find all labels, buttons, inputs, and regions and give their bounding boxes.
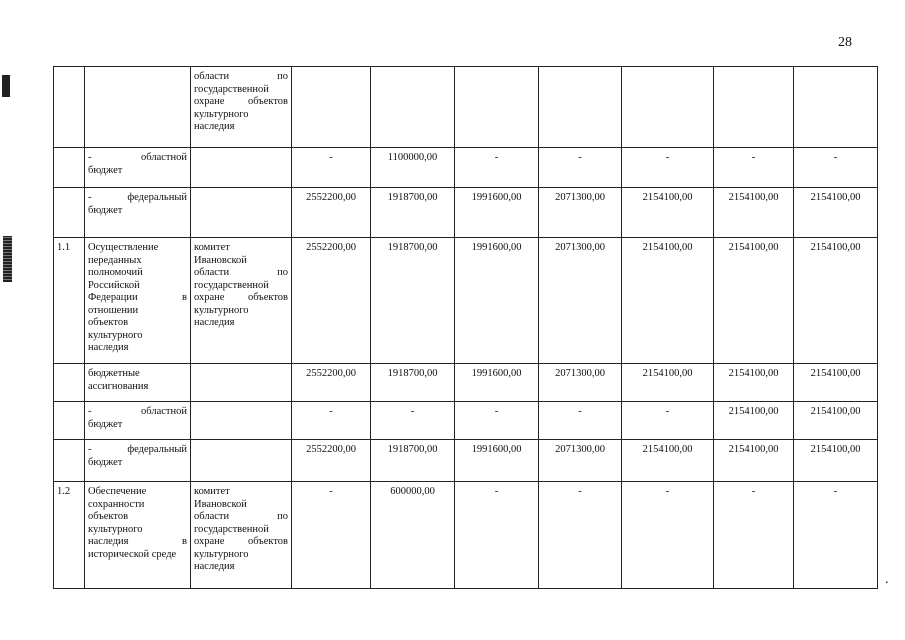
amount-cell: 1991600,00 [455,188,539,238]
amount-cell: 2154100,00 [714,188,794,238]
amount-cell: - [539,402,622,440]
executor-line: области по [194,511,288,522]
amount-cell: 1991600,00 [455,364,539,402]
table-row [54,188,892,238]
amount-cell: - [622,482,714,589]
amount-cell [371,67,455,148]
table-row [54,238,892,364]
amount-cell: - [539,482,622,589]
measure-name-line: бюджет [88,456,123,468]
amount-cell: 2154100,00 [622,364,714,402]
executor-line: наследия [194,561,235,572]
executor-line: культурного [194,304,249,316]
amount-cell: 1918700,00 [371,364,455,402]
amount-cell [714,67,794,148]
measure-name-line: Федерации в [88,292,187,303]
amount-cell: 2071300,00 [539,364,622,402]
amount-cell [539,67,622,148]
measure-name-line: Обеспечение [88,486,147,497]
executor-line: охране объектов [194,536,288,547]
row-number-cell [54,188,85,238]
budget-table [53,66,892,589]
table-row [54,148,892,188]
amount-cell: 2154100,00 [794,238,878,364]
amount-cell: - [455,482,539,589]
amount-cell: 2071300,00 [539,238,622,364]
measure-name-cell [85,148,191,188]
measure-name-line: культурного [88,523,143,535]
executor-cell [191,440,292,482]
amount-cell: 2552200,00 [292,440,371,482]
amount-cell: - [292,148,371,188]
executor-cell [191,402,292,440]
measure-name-cell [85,482,191,589]
amount-cell: 1918700,00 [371,188,455,238]
measure-name-line: ассигнования [88,380,149,392]
measure-name-cell [85,238,191,364]
amount-cell: 2154100,00 [714,364,794,402]
measure-name-line: - областной [88,152,187,163]
executor-line: наследия [194,121,235,132]
amount-cell: - [714,482,794,589]
executor-cell [191,238,292,364]
executor-line: комитет [194,486,230,497]
amount-cell: 2154100,00 [794,188,878,238]
executor-cell [191,188,292,238]
row-number-cell [54,402,85,440]
executor-cell [191,148,292,188]
amount-cell: - [794,482,878,589]
amount-cell: - [714,148,794,188]
amount-cell: - [455,402,539,440]
measure-name-line: культурного [88,329,143,341]
amount-cell: 2154100,00 [714,238,794,364]
measure-name-line: полномочий [88,267,143,278]
amount-cell: 2154100,00 [794,440,878,482]
row-number-cell [54,364,85,402]
trailing-mark: . [885,572,889,587]
measure-name-line: бюджет [88,418,123,430]
amount-cell: - [794,148,878,188]
measure-name-line: бюджет [88,164,123,176]
measure-name-line: наследия [88,342,129,353]
executor-cell [191,482,292,589]
scan-artifact [2,75,10,97]
row-number-cell: 1.1 [54,238,85,364]
executor-line: области по [194,71,288,82]
executor-line: Ивановской [194,498,247,510]
executor-line: государственной [194,83,269,95]
measure-name-line: Осуществление [88,242,159,253]
measure-name-line: сохранности [88,498,145,510]
executor-cell [191,67,292,148]
trailing-mark [878,364,892,402]
amount-cell: 2154100,00 [622,238,714,364]
measure-name-line: - областной [88,406,187,417]
measure-name-line: - федеральный [88,192,187,203]
amount-cell: 2154100,00 [794,402,878,440]
table-row [54,364,892,402]
row-number-cell [54,148,85,188]
executor-line: Ивановской [194,254,247,266]
measure-name-line: объектов [88,317,129,328]
measure-name-cell [85,67,191,148]
amount-cell: 2552200,00 [292,364,371,402]
amount-cell: 1918700,00 [371,238,455,364]
row-number-cell [54,67,85,148]
amount-cell [292,67,371,148]
measure-name-line: отношении [88,304,139,316]
amount-cell: - [292,482,371,589]
measure-name-line: переданных [88,254,142,266]
executor-line: наследия [194,317,235,328]
executor-line: культурного [194,548,249,560]
trailing-mark [878,148,892,188]
row-number-cell: 1.2 [54,482,85,589]
executor-line: комитет [194,242,230,253]
measure-name-line: объектов [88,511,129,522]
executor-line: охране объектов [194,96,288,107]
scan-artifact [3,236,12,282]
amount-cell: 1100000,00 [371,148,455,188]
amount-cell: 2154100,00 [714,402,794,440]
measure-name-line: бюджет [88,204,123,216]
table-row [54,482,892,589]
amount-cell: 2552200,00 [292,238,371,364]
amount-cell: - [622,402,714,440]
executor-line: государственной [194,523,269,535]
amount-cell: 2071300,00 [539,188,622,238]
amount-cell: - [371,402,455,440]
amount-cell: 1991600,00 [455,238,539,364]
trailing-mark [878,67,892,148]
amount-cell: - [539,148,622,188]
measure-name-cell [85,364,191,402]
amount-cell: 600000,00 [371,482,455,589]
trailing-mark [878,402,892,440]
trailing-mark [878,238,892,364]
executor-cell [191,364,292,402]
table-row [54,67,892,148]
executor-line: культурного [194,108,249,120]
measure-name-line: исторической среде [88,548,177,560]
trailing-mark [878,440,892,482]
amount-cell: 2154100,00 [622,440,714,482]
measure-name-cell [85,440,191,482]
table-row [54,402,892,440]
measure-name-line: - федеральный [88,444,187,455]
row-number-cell [54,440,85,482]
measure-name-line: бюджетные [88,368,140,379]
page-number: 28 [838,35,852,50]
amount-cell: - [292,402,371,440]
measure-name-cell [85,188,191,238]
executor-line: охране объектов [194,292,288,303]
amount-cell [455,67,539,148]
amount-cell: 1991600,00 [455,440,539,482]
measure-name-line: наследия в [88,536,187,547]
executor-line: области по [194,267,288,278]
amount-cell: 2154100,00 [622,188,714,238]
measure-name-cell [85,402,191,440]
table-row [54,440,892,482]
amount-cell: 2154100,00 [794,364,878,402]
amount-cell [622,67,714,148]
amount-cell: 2552200,00 [292,188,371,238]
amount-cell: 2071300,00 [539,440,622,482]
amount-cell: - [455,148,539,188]
executor-line: государственной [194,279,269,291]
amount-cell: 1918700,00 [371,440,455,482]
measure-name-line: Российской [88,279,140,291]
trailing-mark [878,188,892,238]
amount-cell [794,67,878,148]
amount-cell: - [622,148,714,188]
amount-cell: 2154100,00 [714,440,794,482]
